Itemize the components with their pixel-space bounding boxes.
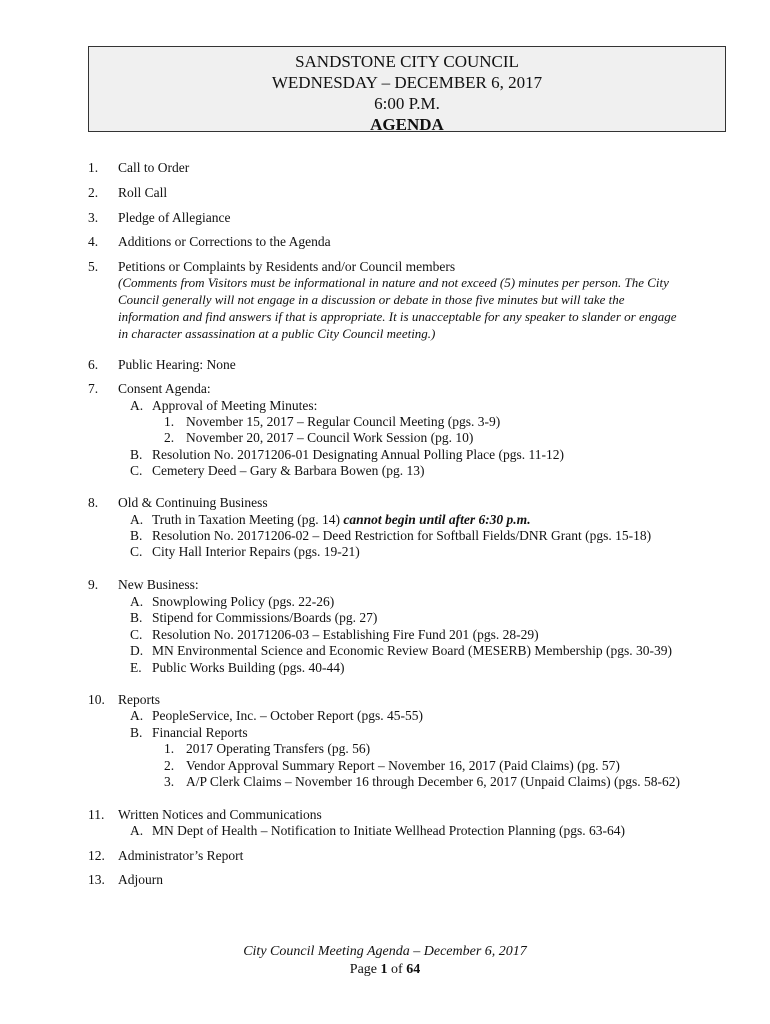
item-text: Petitions or Complaints by Residents and/or Council members [118, 259, 456, 274]
item-text: Pledge of Allegiance [118, 210, 231, 225]
subitem: D. MN Environmental Science and Economic Review Board (MESERB) Membership (pgs. 30-39) [130, 643, 673, 658]
agenda-header [88, 46, 726, 132]
item-number: 1. [88, 160, 99, 175]
item-text: New Business: [118, 577, 199, 592]
item-text: Public Hearing: None [118, 357, 236, 372]
subitem: 2. November 20, 2017 – Council Work Session (pg. 10) [164, 430, 474, 445]
subitem: B. Resolution No. 20171206-01 Designating Annual Polling Place (pgs. 11-12) [130, 447, 564, 462]
subitem: A. PeopleService, Inc. – October Report (pgs. 45-55) [130, 708, 424, 723]
item-number: 8. [88, 495, 99, 510]
subitem: B. Financial Reports [130, 725, 248, 740]
note-line: Council generally will not engage in a discussion or debate in those five minutes but will take the [118, 292, 625, 307]
item-number: 9. [88, 577, 99, 592]
item-text: Written Notices and Communications [118, 807, 322, 822]
agenda-title: AGENDA [370, 115, 444, 134]
subitem: B. Resolution No. 20171206-02 – Deed Restriction for Softball Fields/DNR Grant (pgs. 15-18) [130, 528, 652, 543]
meeting-time: 6:00 P.M. [374, 94, 440, 113]
subitem: 1. 2017 Operating Transfers (pg. 56) [164, 741, 371, 756]
item-text: Additions or Corrections to the Agenda [118, 234, 331, 249]
item-number: 4. [88, 234, 99, 249]
item-text: Administrator’s Report [118, 848, 244, 863]
item-text: Old & Continuing Business [118, 495, 268, 510]
note-line: information and find answers if that is appropriate. It is unacceptable for any speaker to slander or engage [118, 309, 677, 324]
item-number: 11. [88, 807, 105, 822]
visitor-comment-note [118, 274, 718, 342]
subitem: 2. Vendor Approval Summary Report – November 16, 2017 (Paid Claims) (pg. 57) [164, 758, 620, 773]
item-text: Call to Order [118, 160, 190, 175]
item-text: Reports [118, 692, 160, 707]
subitem: 1. November 15, 2017 – Regular Council Meeting (pgs. 3-9) [164, 414, 501, 429]
item-text: Roll Call [118, 185, 168, 200]
item-number: 3. [88, 210, 99, 225]
council-name: SANDSTONE CITY COUNCIL [295, 52, 519, 71]
subitem: A. Approval of Meeting Minutes: [130, 398, 318, 413]
meeting-date: WEDNESDAY – DECEMBER 6, 2017 [271, 73, 543, 92]
item-number: 12. [88, 848, 105, 863]
subitem: C. Cemetery Deed – Gary & Barbara Bowen (pg. 13) [130, 463, 425, 478]
item-number: 2. [88, 185, 99, 200]
item-number: 10. [88, 692, 105, 707]
subitem: A. Truth in Taxation Meeting (pg. 14) cannot begin until after 6:30 p.m. [130, 512, 531, 527]
subitem: C. City Hall Interior Repairs (pgs. 19-21) [130, 544, 360, 559]
subitem: A. Snowplowing Policy (pgs. 22-26) [130, 594, 335, 609]
subitem: 3. A/P Clerk Claims – November 16 through December 6, 2017 (Unpaid Claims) (pgs. 58-62) [164, 774, 681, 789]
page-footer [0, 943, 770, 979]
subitem: A. MN Dept of Health – Notification to Initiate Wellhead Protection Planning (pgs. 63-64) [130, 823, 625, 838]
subitem: B. Stipend for Commissions/Boards (pg. 27) [130, 610, 378, 625]
page-number: Page 1 of 64 [349, 962, 421, 977]
subitem: C. Resolution No. 20171206-03 – Establishing Fire Fund 201 (pgs. 28-29) [130, 627, 539, 642]
time-restriction-emphasis: cannot begin until after 6:30 p.m. [343, 512, 531, 527]
item-text: Adjourn [118, 872, 163, 887]
item-number: 6. [88, 357, 99, 372]
note-line: (Comments from Visitors must be informational in nature and not exceed (5) minutes per person. The City [118, 275, 669, 290]
item-number: 13. [88, 872, 105, 887]
item-text: Consent Agenda: [118, 381, 211, 396]
item-number: 5. [88, 259, 99, 274]
note-line: in character assassination at a public City Council meeting.) [118, 326, 436, 341]
footer-title: City Council Meeting Agenda – December 6, 2017 [243, 944, 527, 959]
item-number: 7. [88, 381, 99, 396]
subitem: E. Public Works Building (pgs. 40-44) [130, 660, 345, 675]
